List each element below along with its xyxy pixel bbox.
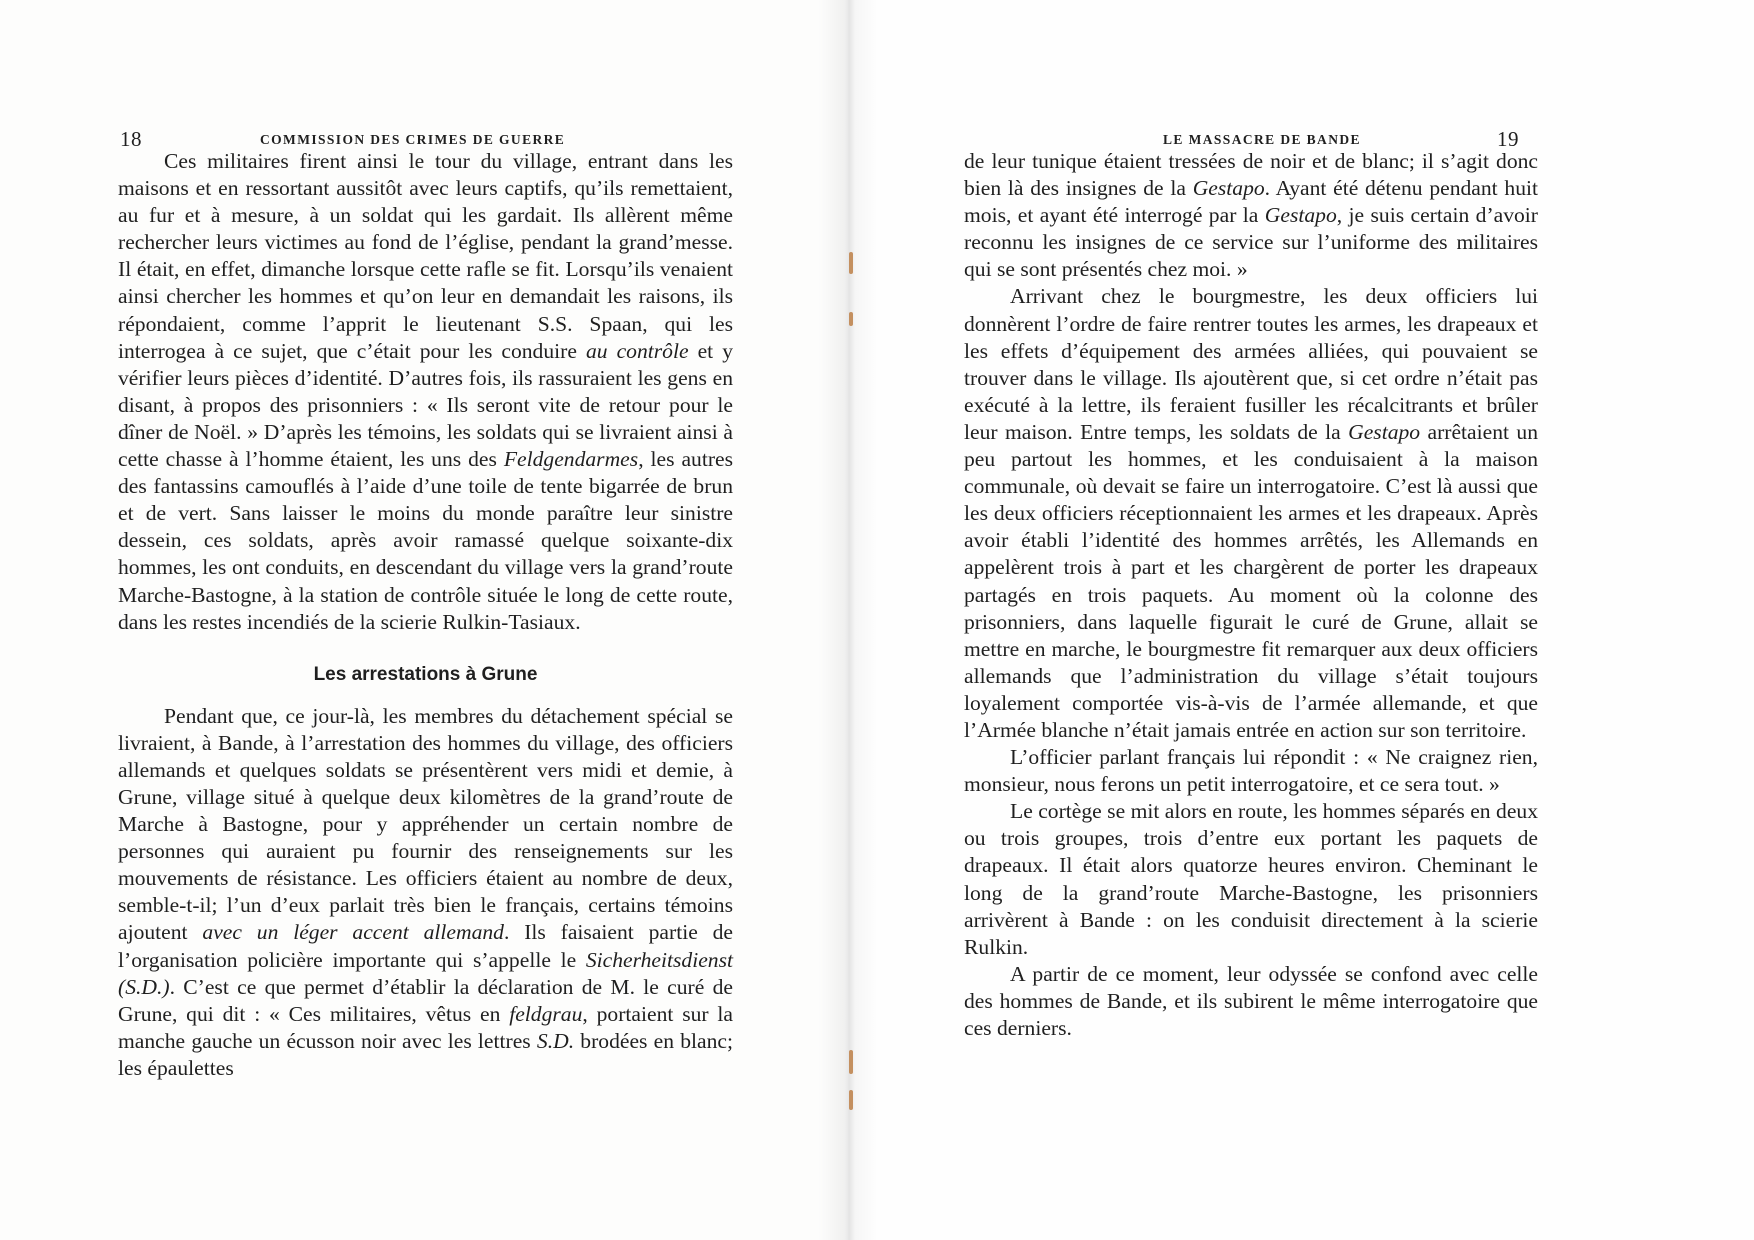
paragraph: Arrivant chez le bourgmestre, les deux officiers lui donnèrent l’ordre de faire rentrer toutes les armes, les drapeaux et les effets d’équipement des armées alliées, qui pouvaient se trouver dans le village. Ils ajoutèrent que, si cet ordre n’était pas exécuté à la lettre, ils feraient fusiller les récalcitrants et brûler leur maison. Entre temps, les soldats de la Gestapo arrêtaient un peu partout les hommes, et les conduisaient à la maison communale, où devait se faire un interrogatoire. C’est là aussi que les deux officiers réceptionnaient les armes et les drapeaux. Après avoir établi l’identité des hommes arrêtés, les Allemands en appelèrent trois à part et les chargèrent de porter les drapeaux partagés en trois paquets. Au moment où la colonne des prisonniers, dans laquelle figurait le curé de Grune, allait se mettre en marche, le bourgmestre fit remarquer aux deux officiers allemands que l’administration du village s’était toujours loyalement comportée vis-à-vis de l’armée allemande, et que l’Armée blanche n’était jamais entrée en action sur son territoire. [964,284,1538,742]
paragraph: Pendant que, ce jour-là, les membres du détachement spécial se livraient, à Bande, à l’arrestation des hommes du village, des officiers allemands et quelques soldats se présentèrent vers midi et demie, à Grune, village situé à quelque deux kilomètres de la grand’route de Marche à Bastogne, pour y appréhender un certain nombre de personnes qui auraient pu fournir des renseignements sur les mouvements de résistance. Les officiers étaient au nombre de deux, semble-t-il; l’un d’eux parlait très bien le français, certains témoins ajoutent avec un léger accent allemand. Ils faisaient partie de l’organisation policière importante qui s’appelle le Sicherheitsdienst (S.D.). C’est ce que permet d’établir la déclaration de M. le curé de Grune, qui dit : « Ces militaires, vêtus en feldgrau, portaient sur la manche gauche un écusson noir avec les lettres S.D. brodées en blanc; les épaulettes [118,703,733,1080]
left-page [0,0,846,1240]
paragraph: A partir de ce moment, leur odyssée se confond avec celle des hommes de Bande, et ils subirent le même interrogatoire que ces derniers. [964,961,1538,1040]
page-number: 19 [1497,127,1519,151]
binding-thread-mark [849,1050,853,1074]
paragraph: L’officier parlant français lui répondit : « Ne craignez rien, monsieur, nous ferons un petit interrogatoire, et ce sera tout. » [964,745,1538,797]
paragraph: Ces militaires firent ainsi le tour du village, entrant dans les maisons et en ressortant aussitôt avec leurs captifs, qu’ils remettaient, au fur et à mesure, à un soldat qui les gardait. Ils allèrent même rechercher leurs victimes au fond de l’église, pendant la grand’messe. Il était, en effet, dimanche lorsque cette rafle se fit. Lorsqu’ils venaient ainsi chercher les hommes et qu’on leur en demandait les raisons, ils répondaient, comme l’apprit le lieutenant S.S. Spaan, qui les interrogea à ce sujet, que c’était pour les conduire au contrôle et y vérifier leurs pièces d’identité. D’autres fois, ils rassuraient les gens en disant, à propos des prisonniers : « Ils seront vite de retour pour le dîner de Noël. » D’après les témoins, les soldats qui se livraient ainsi à cette chasse à l’homme étaient, les uns des Feldgendarmes, les autres des fantassins camouflés à l’aide d’une toile de tente bigarrée de brun et de vert. Sans laisser le moins du monde paraître leur sinistre dessein, ces soldats, après avoir ramassé quelque soixante-dix hommes, les ont conduits, en descendant du village vers la grand’route Marche-Bastogne, à la station de contrôle située le long de cette route, dans les restes incendiés de la scierie Rulkin-Tasiaux. [118,149,733,634]
left-page-body [118,148,733,1082]
binding-thread-mark [849,252,853,274]
page-number: 18 [120,127,142,151]
right-page [846,0,1754,1240]
running-title: COMMISSION DES CRIMES DE GUERRE [260,132,566,147]
running-title: LE MASSACRE DE BANDE [1163,132,1361,147]
paragraph: Le cortège se mit alors en route, les hommes séparés en deux ou trois groupes, trois d’entre eux portant les paquets de drapeaux. Il était alors quatorze heures environ. Cheminant le long de la grand’route Marche-Bastogne, les prisonniers arrivèrent à Bande : on les conduisit directement à la scierie Rulkin. [964,799,1538,959]
book-gutter-shadow [818,0,878,1240]
binding-thread-mark [849,1090,853,1110]
section-heading: Les arrestations à Grune [313,663,538,685]
right-page-body [964,148,1538,1042]
paragraph: de leur tunique étaient tressées de noir et de blanc; il s’agit donc bien là des insignes de la Gestapo. Ayant été détenu pendant huit mois, et ayant été interrogé par la Gestapo, je suis certain d’avoir reconnu les insignes de ce service sur l’uniforme des militaires qui se sont présentés chez moi. » [964,149,1539,282]
binding-thread-mark [849,312,853,326]
